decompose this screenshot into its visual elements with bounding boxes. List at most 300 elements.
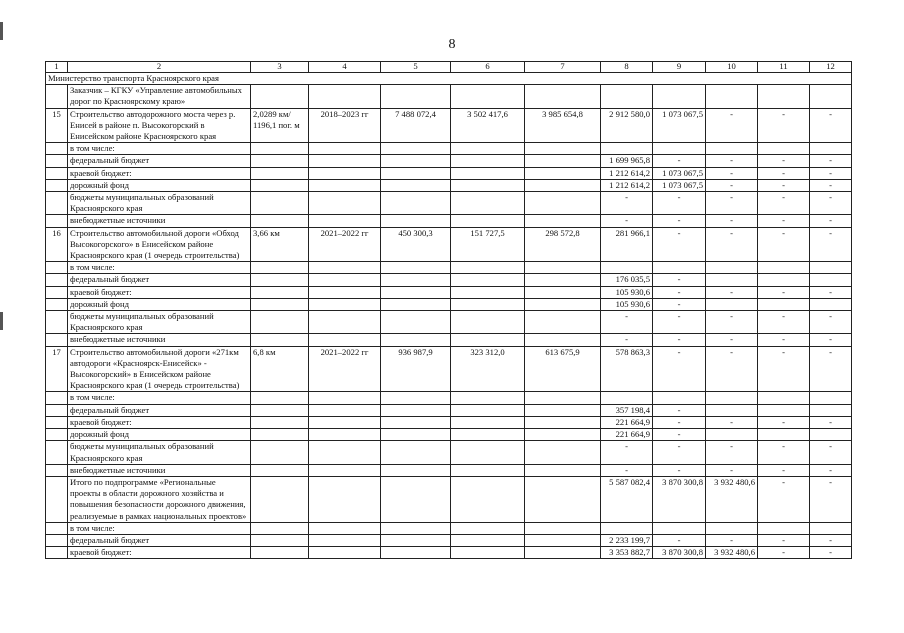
table-cell: [381, 441, 451, 464]
table-cell: -: [706, 108, 758, 143]
table-cell: 15: [46, 108, 68, 143]
table-cell: -: [758, 215, 810, 227]
table-cell: -: [706, 416, 758, 428]
table-cell: [309, 404, 381, 416]
table-cell: -: [653, 274, 706, 286]
table-cell: [251, 85, 309, 108]
scan-edge-mark: [0, 312, 3, 330]
table-cell: [309, 476, 381, 522]
table-row: [46, 416, 852, 428]
table-cell: [309, 392, 381, 404]
table-cell: [251, 167, 309, 179]
table-cell: 3 502 417,6: [451, 108, 525, 143]
table-cell: [46, 534, 68, 546]
table-cell: [251, 179, 309, 191]
table-cell: [309, 416, 381, 428]
table-cell: [46, 441, 68, 464]
table-cell: [451, 192, 525, 215]
table-cell: -: [601, 311, 653, 334]
table-cell: -: [601, 334, 653, 346]
table-cell: [46, 547, 68, 559]
table-cell: -: [601, 464, 653, 476]
table-cell: [451, 334, 525, 346]
table-cell: [525, 534, 601, 546]
table-cell: [381, 167, 451, 179]
table-cell: -: [653, 429, 706, 441]
table-cell: [451, 311, 525, 334]
table-cell: Строительство автомобильной дороги «271км автодороги «Красноярск-Енисейск» - Высокогорский» в Енисейском районе Красноярского края (1 очередь строительства): [68, 346, 251, 392]
table-cell: [251, 286, 309, 298]
table-cell: [525, 311, 601, 334]
table-cell: [251, 334, 309, 346]
table-cell: [525, 334, 601, 346]
table-cell: [309, 215, 381, 227]
table-cell: -: [810, 286, 852, 298]
table-cell: [451, 85, 525, 108]
table-cell: 3 932 480,6: [706, 547, 758, 559]
table-cell: [381, 476, 451, 522]
table-cell: -: [706, 534, 758, 546]
table-cell: [810, 522, 852, 534]
table-cell: -: [706, 227, 758, 262]
table-cell: [525, 85, 601, 108]
table-cell: [251, 392, 309, 404]
table-cell: -: [758, 416, 810, 428]
table-row: [46, 274, 852, 286]
table-cell: [381, 155, 451, 167]
table-row: [46, 286, 852, 298]
table-cell: -: [810, 155, 852, 167]
table-cell: -: [810, 334, 852, 346]
table-cell: [309, 441, 381, 464]
table-cell: внебюджетные источники: [68, 334, 251, 346]
table-cell: [451, 143, 525, 155]
table-cell: -: [653, 227, 706, 262]
table-cell: [381, 262, 451, 274]
table-cell: краевой бюджет:: [68, 167, 251, 179]
table-cell: [451, 392, 525, 404]
table-cell: [309, 334, 381, 346]
table-cell: -: [758, 441, 810, 464]
table-cell: [758, 429, 810, 441]
table-cell: [525, 547, 601, 559]
table-cell: -: [810, 476, 852, 522]
table-cell: федеральный бюджет: [68, 404, 251, 416]
table-cell: 1 212 614,2: [601, 167, 653, 179]
table-cell: [525, 416, 601, 428]
table-cell: [251, 311, 309, 334]
table-cell: [309, 429, 381, 441]
table-row: [46, 227, 852, 262]
table-cell: [46, 262, 68, 274]
table-cell: [706, 522, 758, 534]
table-cell: [251, 416, 309, 428]
table-row: [46, 155, 852, 167]
table-cell: -: [758, 155, 810, 167]
table-cell: [451, 298, 525, 310]
table-cell: [309, 464, 381, 476]
table-row: [46, 476, 852, 522]
table-cell: [525, 143, 601, 155]
table-cell: [381, 143, 451, 155]
table-cell: [251, 404, 309, 416]
table-cell: [525, 476, 601, 522]
table-cell: [601, 392, 653, 404]
table-cell: 2018–2023 гг: [309, 108, 381, 143]
table-cell: [309, 192, 381, 215]
table-cell: [251, 441, 309, 464]
table-cell: -: [653, 464, 706, 476]
table-row: [46, 346, 852, 392]
table-cell: [451, 167, 525, 179]
table-cell: [525, 522, 601, 534]
table-cell: [251, 192, 309, 215]
column-header: 8: [601, 62, 653, 73]
table-cell: 1 212 614,2: [601, 179, 653, 191]
table-row: [46, 534, 852, 546]
table-cell: 450 300,3: [381, 227, 451, 262]
table-cell: -: [706, 311, 758, 334]
section-title: Министерство транспорта Красноярского края: [46, 73, 852, 85]
table-row: [46, 262, 852, 274]
table-cell: дорожный фонд: [68, 298, 251, 310]
table-cell: [251, 274, 309, 286]
table-cell: [46, 416, 68, 428]
table-cell: [46, 155, 68, 167]
table-cell: [381, 274, 451, 286]
table-cell: -: [758, 108, 810, 143]
table-cell: [810, 143, 852, 155]
table-cell: [601, 522, 653, 534]
table-cell: [381, 179, 451, 191]
table-cell: [381, 286, 451, 298]
table-cell: 578 863,3: [601, 346, 653, 392]
table-cell: [810, 404, 852, 416]
table-cell: федеральный бюджет: [68, 155, 251, 167]
table-cell: -: [706, 441, 758, 464]
table-cell: [525, 441, 601, 464]
table-cell: [309, 179, 381, 191]
table-row: [46, 429, 852, 441]
section-row: [46, 73, 852, 85]
table-cell: 151 727,5: [451, 227, 525, 262]
table-cell: 323 312,0: [451, 346, 525, 392]
table-cell: [601, 143, 653, 155]
column-header: 1: [46, 62, 68, 73]
table-cell: [251, 429, 309, 441]
table-cell: [46, 334, 68, 346]
table-cell: Строительство автомобильной дороги «Обход Высокогорского» в Енисейском районе Красноярского края (1 очередь строительства): [68, 227, 251, 262]
table-cell: [758, 392, 810, 404]
table-cell: [758, 404, 810, 416]
column-header: 11: [758, 62, 810, 73]
table-cell: Заказчик – КГКУ «Управление автомобильных дорог по Красноярскому краю»: [68, 85, 251, 108]
table-row: [46, 547, 852, 559]
table-cell: [525, 179, 601, 191]
table-cell: 105 930,6: [601, 286, 653, 298]
table-cell: [525, 155, 601, 167]
table-cell: -: [810, 346, 852, 392]
table-row: [46, 179, 852, 191]
table-cell: [46, 392, 68, 404]
column-header: 9: [653, 62, 706, 73]
table-cell: -: [810, 416, 852, 428]
table-cell: [706, 85, 758, 108]
table-cell: дорожный фонд: [68, 179, 251, 191]
table-cell: [309, 167, 381, 179]
table-cell: -: [758, 476, 810, 522]
table-cell: [381, 429, 451, 441]
table-cell: [251, 143, 309, 155]
table-cell: -: [810, 547, 852, 559]
table-cell: [46, 476, 68, 522]
table-cell: [758, 298, 810, 310]
table-cell: 3 870 300,8: [653, 476, 706, 522]
table-cell: [309, 547, 381, 559]
table-cell: 3 353 882,7: [601, 547, 653, 559]
table-cell: [251, 534, 309, 546]
table-cell: [525, 404, 601, 416]
table-row: [46, 143, 852, 155]
table-cell: [451, 464, 525, 476]
table-cell: -: [758, 192, 810, 215]
table-cell: [706, 143, 758, 155]
table-row: [46, 392, 852, 404]
table-cell: бюджеты муниципальных образований Красноярского края: [68, 192, 251, 215]
table-cell: [46, 143, 68, 155]
table-cell: -: [810, 227, 852, 262]
table-cell: 1 073 067,5: [653, 167, 706, 179]
table-cell: [525, 192, 601, 215]
table-cell: [46, 179, 68, 191]
table-cell: -: [653, 192, 706, 215]
table-cell: 298 572,8: [525, 227, 601, 262]
table-cell: в том числе:: [68, 262, 251, 274]
column-header: 5: [381, 62, 451, 73]
table-cell: -: [810, 441, 852, 464]
table-cell: [706, 404, 758, 416]
table-cell: [381, 416, 451, 428]
table-cell: [601, 262, 653, 274]
table-cell: [758, 85, 810, 108]
table-cell: 7 488 072,4: [381, 108, 451, 143]
table-cell: [810, 429, 852, 441]
table-cell: бюджеты муниципальных образований Красноярского края: [68, 441, 251, 464]
table-cell: [758, 274, 810, 286]
table-cell: [251, 476, 309, 522]
table-cell: -: [653, 155, 706, 167]
table-cell: [309, 143, 381, 155]
table-cell: -: [601, 192, 653, 215]
table-cell: 17: [46, 346, 68, 392]
table-cell: 3 870 300,8: [653, 547, 706, 559]
table-cell: [46, 522, 68, 534]
table-cell: [251, 464, 309, 476]
column-header: 7: [525, 62, 601, 73]
column-header: 10: [706, 62, 758, 73]
table-cell: [810, 262, 852, 274]
table-row: [46, 108, 852, 143]
table-cell: -: [758, 179, 810, 191]
table-cell: [653, 85, 706, 108]
table-cell: -: [758, 346, 810, 392]
table-cell: -: [758, 311, 810, 334]
column-header: 2: [68, 62, 251, 73]
table-cell: в том числе:: [68, 143, 251, 155]
table-cell: [381, 522, 451, 534]
table-cell: 221 664,9: [601, 416, 653, 428]
table-row: [46, 215, 852, 227]
table-cell: [381, 192, 451, 215]
table-cell: [251, 547, 309, 559]
table-cell: -: [758, 534, 810, 546]
table-cell: 1 073 067,5: [653, 179, 706, 191]
table-cell: -: [706, 464, 758, 476]
table-cell: в том числе:: [68, 522, 251, 534]
table-cell: 613 675,9: [525, 346, 601, 392]
budget-table: [45, 61, 852, 559]
table-row: [46, 464, 852, 476]
table-cell: [525, 464, 601, 476]
table-cell: [381, 392, 451, 404]
table-cell: [451, 215, 525, 227]
column-header: 6: [451, 62, 525, 73]
table-cell: [309, 85, 381, 108]
column-header: 3: [251, 62, 309, 73]
table-cell: краевой бюджет:: [68, 416, 251, 428]
table-cell: -: [810, 108, 852, 143]
table-cell: [653, 262, 706, 274]
table-cell: [706, 429, 758, 441]
table-cell: -: [810, 534, 852, 546]
table-cell: [251, 298, 309, 310]
table-cell: [706, 274, 758, 286]
table-row: [46, 311, 852, 334]
table-cell: 105 930,6: [601, 298, 653, 310]
table-row: [46, 298, 852, 310]
table-cell: [309, 274, 381, 286]
table-cell: 221 664,9: [601, 429, 653, 441]
table-cell: 2 912 580,0: [601, 108, 653, 143]
table-cell: внебюджетные источники: [68, 464, 251, 476]
table-cell: -: [758, 286, 810, 298]
table-cell: 357 198,4: [601, 404, 653, 416]
table-cell: -: [758, 167, 810, 179]
table-cell: внебюджетные источники: [68, 215, 251, 227]
table-cell: [451, 404, 525, 416]
table-cell: [451, 262, 525, 274]
table-cell: [451, 547, 525, 559]
table-cell: [525, 392, 601, 404]
table-cell: [810, 392, 852, 404]
table-cell: [46, 167, 68, 179]
table-cell: краевой бюджет:: [68, 547, 251, 559]
table-row: [46, 167, 852, 179]
table-cell: [451, 429, 525, 441]
table-cell: 3 985 654,8: [525, 108, 601, 143]
table-cell: Итого по подпрограмме «Региональные проекты в области дорожного хозяйства и повышения безопасности дорожного движения, реализуемые в рамках национальных проектов»: [68, 476, 251, 522]
table-cell: [758, 143, 810, 155]
table-cell: -: [653, 298, 706, 310]
table-cell: -: [706, 167, 758, 179]
table-cell: [451, 441, 525, 464]
table-cell: дорожный фонд: [68, 429, 251, 441]
table-cell: -: [810, 192, 852, 215]
table-cell: [46, 215, 68, 227]
table-cell: -: [653, 441, 706, 464]
table-cell: [381, 547, 451, 559]
table-cell: -: [653, 416, 706, 428]
table-cell: [46, 286, 68, 298]
page-number: 8: [448, 37, 456, 52]
table-cell: [653, 392, 706, 404]
table-cell: 5 587 082,4: [601, 476, 653, 522]
table-cell: 1 073 067,5: [653, 108, 706, 143]
table-cell: [525, 298, 601, 310]
table-cell: [810, 85, 852, 108]
table-cell: [451, 155, 525, 167]
table-cell: в том числе:: [68, 392, 251, 404]
table-cell: [309, 298, 381, 310]
table-cell: [309, 286, 381, 298]
table-cell: [706, 262, 758, 274]
table-row: [46, 441, 852, 464]
table-cell: [251, 155, 309, 167]
table-cell: [525, 215, 601, 227]
table-cell: -: [810, 464, 852, 476]
table-cell: [46, 298, 68, 310]
table-cell: бюджеты муниципальных образований Красноярского края: [68, 311, 251, 334]
table-cell: [525, 286, 601, 298]
table-cell: [46, 464, 68, 476]
table-cell: [46, 311, 68, 334]
table-cell: -: [706, 192, 758, 215]
table-cell: [451, 476, 525, 522]
table-cell: -: [653, 346, 706, 392]
table-cell: [451, 416, 525, 428]
table-cell: [758, 262, 810, 274]
table-cell: -: [810, 215, 852, 227]
table-cell: [525, 429, 601, 441]
table-cell: -: [758, 464, 810, 476]
table-cell: [46, 85, 68, 108]
table-cell: 936 987,9: [381, 346, 451, 392]
table-cell: -: [758, 547, 810, 559]
table-cell: [46, 404, 68, 416]
table-cell: -: [706, 334, 758, 346]
table-cell: [381, 298, 451, 310]
table-cell: [309, 522, 381, 534]
table-cell: 176 035,5: [601, 274, 653, 286]
table-cell: [46, 429, 68, 441]
table-cell: -: [706, 215, 758, 227]
table-cell: [451, 522, 525, 534]
table-cell: [525, 274, 601, 286]
table-cell: -: [601, 441, 653, 464]
table-cell: 2021–2022 гг: [309, 227, 381, 262]
table-cell: [309, 262, 381, 274]
table-cell: [810, 274, 852, 286]
table-row: [46, 522, 852, 534]
table-cell: [381, 404, 451, 416]
table-cell: [46, 274, 68, 286]
table-cell: [309, 155, 381, 167]
table-cell: -: [810, 311, 852, 334]
table-cell: 16: [46, 227, 68, 262]
table-cell: -: [653, 334, 706, 346]
table-cell: [810, 298, 852, 310]
table-cell: [451, 534, 525, 546]
